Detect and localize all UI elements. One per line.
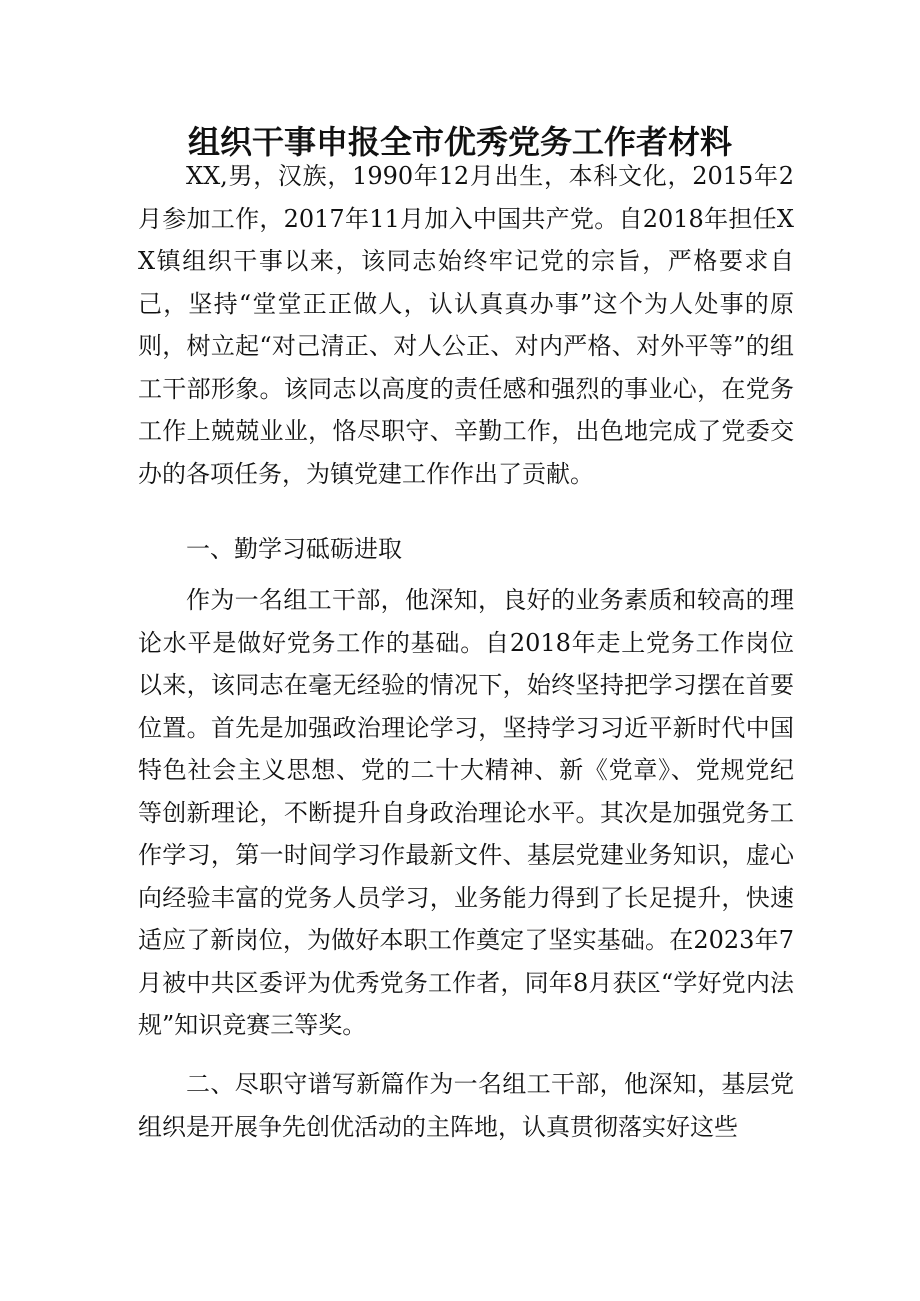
paragraph-intro: XX,男，汉族，1990年12月出生，本科文化，2015年2月参加工作，2017年11月加入中国共产党。自2018年担任XX镇组织干事以来，该同志始终牢记党的宗旨，严格要求自己，坚持“堂堂正正做人，认认真真办事”这个为人处事的原则，树立起“对己清正、对人公正、对内严格、对外平等”的组工干部形象。该同志以高度的责任感和强烈的事业心，在党务工作上兢兢业业，恪尽职守、辛勤工作，出色地完成了党委交办的各项任务，为镇党建工作作出了贡献。	[138, 162, 794, 488]
paragraph-study: 作为一名组工干部，他深知，良好的业务素质和较高的理论水平是做好党务工作的基础。自2018年走上党务工作岗位以来，该同志在毫无经验的情况下，始终坚持把学习摆在首要位置。首先是加强政治理论学习，坚持学习习近平新时代中国特色社会主义思想、党的二十大精神、新《党章》、党规党纪等创新理论，不断提升自身政治理论水平。其次是加强党务工作学习，第一时间学习作最新文件、基层党建业务知识，虚心向经验丰富的党务人员学习，业务能力得到了长足提升，快速适应了新岗位，为做好本职工作奠定了坚实基础。在2023年7月被中共区委评为优秀党务工作者，同年8月获区“学好党内法规”知识竞赛三等奖。	[138, 586, 794, 1039]
paragraph-duty: 二、尽职守谱写新篇作为一名组工干部，他深知，基层党组织是开展争先创优活动的主阵地，认真贯彻落实好这些	[138, 1070, 794, 1141]
section-heading-study: 一、勤学习砥砺进取	[186, 535, 402, 563]
document-title: 组织干事申报全市优秀党务工作者材料	[187, 123, 732, 161]
